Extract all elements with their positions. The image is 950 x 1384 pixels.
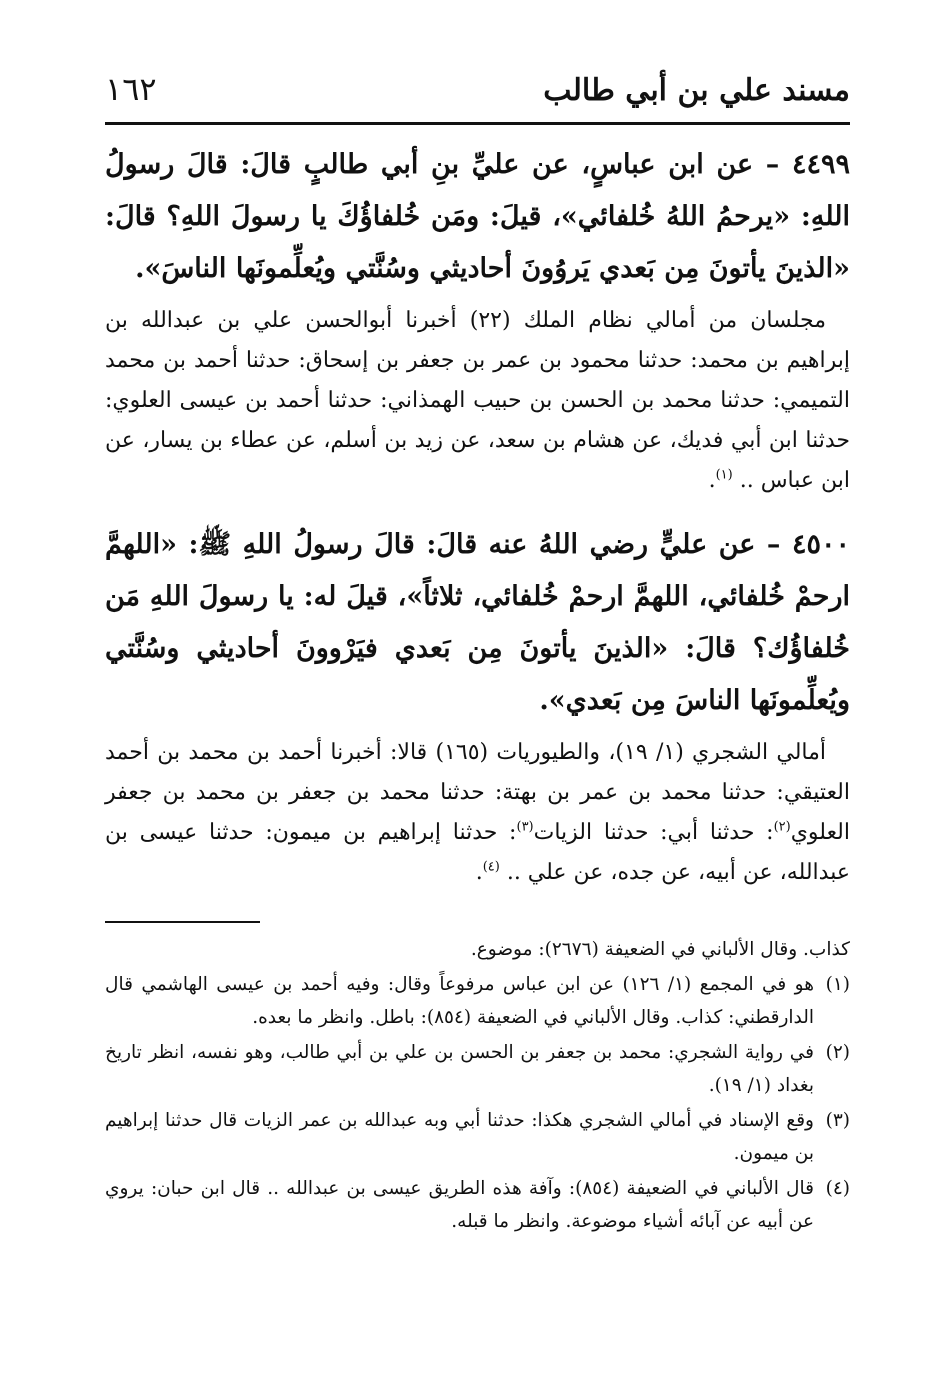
hadith-4500-source: أمالي الشجري (١/ ١٩)، والطيوريات (١٦٥) قالا: أخبرنا أحمد بن محمد بن أحمد العتيقي: حدثنا محمد بن عمر بن بهتة: حدثنا محمد بن جعفر بن محمد بن جعفر العلوي$^{(٢)}$: حدثنا أبي: حدثنا الزيات$^{(٣)}$: حدثنا إبراهيم بن ميمون: حدثنا عيسى بن عبدالله، عن أبيه، عن جده، عن علي .. $^{(٤)}$. xyxy=(105,740,850,885)
source-text-a: أمالي الشجري (١/ ١٩)، والطيوريات (١٦٥) قالا: أخبرنا أحمد بن محمد بن أحمد العتيقي: حدثنا محمد بن عمر بن بهتة: حدثنا محمد بن جعفر بن محمد بن جعفر العلوي xyxy=(105,740,850,845)
footnote-mark: (٤) xyxy=(825,1178,850,1199)
source-text-b: : حدثنا أبي: حدثنا الزيات xyxy=(533,820,774,845)
header-title: مسند علي بن أبي طالب xyxy=(543,73,850,108)
footnote-mark: (٣) xyxy=(825,1110,850,1131)
source-text: مجلسان من أمالي نظام الملك (٢٢) أخبرنا أبوالحسن علي بن عبدالله بن إبراهيم بن محمد: حدثنا محمود بن عمر بن جعفر بن إسحاق: حدثنا أحمد بن محمد التميمي: حدثنا محمد بن الحسن بن حبيب الهمذاني: حدثنا أحمد بن عيسى العلوي: حدثنا ابن أبي فديك، عن هشام بن سعد، عن زيد بن أسلم، عن عطاء بن يسار، عن ابن عباس .. xyxy=(105,308,850,493)
source-text-c: : حدثنا إبراهيم بن ميمون: حدثنا عيسى بن عبدالله، عن أبيه، عن جده، عن علي .. xyxy=(105,820,850,885)
footnote-divider xyxy=(105,921,260,923)
footnote-1 xyxy=(105,968,850,1034)
page xyxy=(105,58,850,1240)
footnote-ref-2[interactable]: (٢) xyxy=(773,819,791,835)
running-header xyxy=(105,58,850,125)
footnote-text: قال الألباني في الضعيفة (٨٥٤): وآفة هذه الطريق عيسى بن عبدالله .. قال ابن حبان: يروي عن أبيه عن آبائه أشياء موضوعة. وانظر ما قبله. xyxy=(105,1178,814,1232)
footnote-text: هو في المجمع (١/ ١٢٦) عن ابن عباس مرفوعاً وقال: وفيه أحمد بن عيسى الهاشمي قال الدارقطني: كذاب. وقال الألباني في الضعيفة (٨٥٤): باطل. وانظر ما بعده. xyxy=(105,974,814,1028)
footnote-text: وقع الإسناد في أمالي الشجري هكذا: حدثنا أبي وبه عبدالله بن عمر الزيات قال حدثنا إبراهيم بن ميمون. xyxy=(105,1110,814,1164)
hadith-4499: ٤٤٩٩ – عن ابن عباسٍ، عن عليِّ بنِ أبي طالبٍ قالَ: قالَ رسولُ اللهِ: «يرحمُ اللهُ خُلفائي»، قيلَ: ومَن خُلفاؤُكَ يا رسولَ اللهِ؟ قالَ: «الذينَ يأتونَ مِن بَعدي يَروُونَ أحاديثي وسُنَّتي ويُعلِّمونَها الناسَ». xyxy=(105,149,850,284)
hadith-4499-source: مجلسان من أمالي نظام الملك (٢٢) أخبرنا أبوالحسن علي بن عبدالله بن إبراهيم بن محمد: حدثنا محمود بن عمر بن جعفر بن إسحاق: حدثنا أحمد بن محمد التميمي: حدثنا محمد بن الحسن بن حبيب الهمذاني: حدثنا أحمد بن عيسى العلوي: حدثنا ابن أبي فديك، عن هشام بن سعد، عن زيد بن أسلم، عن عطاء بن يسار، عن ابن عباس .. $^{(١)}$. xyxy=(105,308,850,493)
footnote-mark: (١) xyxy=(825,974,850,995)
footnote-text: في رواية الشجري: محمد بن جعفر بن الحسن بن علي بن أبي طالب، وهو نفسه، انظر تاريخ بغداد (١/ ١٩). xyxy=(105,1042,814,1096)
footnote-3 xyxy=(105,1104,850,1170)
footnote-2 xyxy=(105,1036,850,1102)
footnote-ref-1[interactable]: (١) xyxy=(715,467,733,483)
footnotes xyxy=(105,933,850,1238)
page-number: ١٦٢ xyxy=(105,70,157,108)
footnote-4 xyxy=(105,1172,850,1238)
footnote-continuation: كذاب. وقال الألباني في الضعيفة (٢٦٧٦): موضوع. xyxy=(470,939,850,960)
main-text xyxy=(105,139,850,893)
footnote-ref-3[interactable]: (٣) xyxy=(516,819,534,835)
footnote-mark: (٢) xyxy=(825,1042,850,1063)
hadith-4500: ٤٥٠٠ – عن عليٍّ رضي اللهُ عنه قالَ: قالَ رسولُ اللهِ ﷺ: «اللهمَّ ارحمْ خُلفائي، اللهمَّ ارحمْ خُلفائي، ثلاثاً»، قيلَ له: يا رسولَ اللهِ مَن خُلفاؤُك؟ قالَ: «الذينَ يأتونَ مِن بَعدي فيَرْوونَ أحاديثي وسُنَّتي ويُعلِّمونَها الناسَ مِن بَعدي». xyxy=(105,529,850,716)
footnote-ref-4[interactable]: (٤) xyxy=(482,859,500,875)
